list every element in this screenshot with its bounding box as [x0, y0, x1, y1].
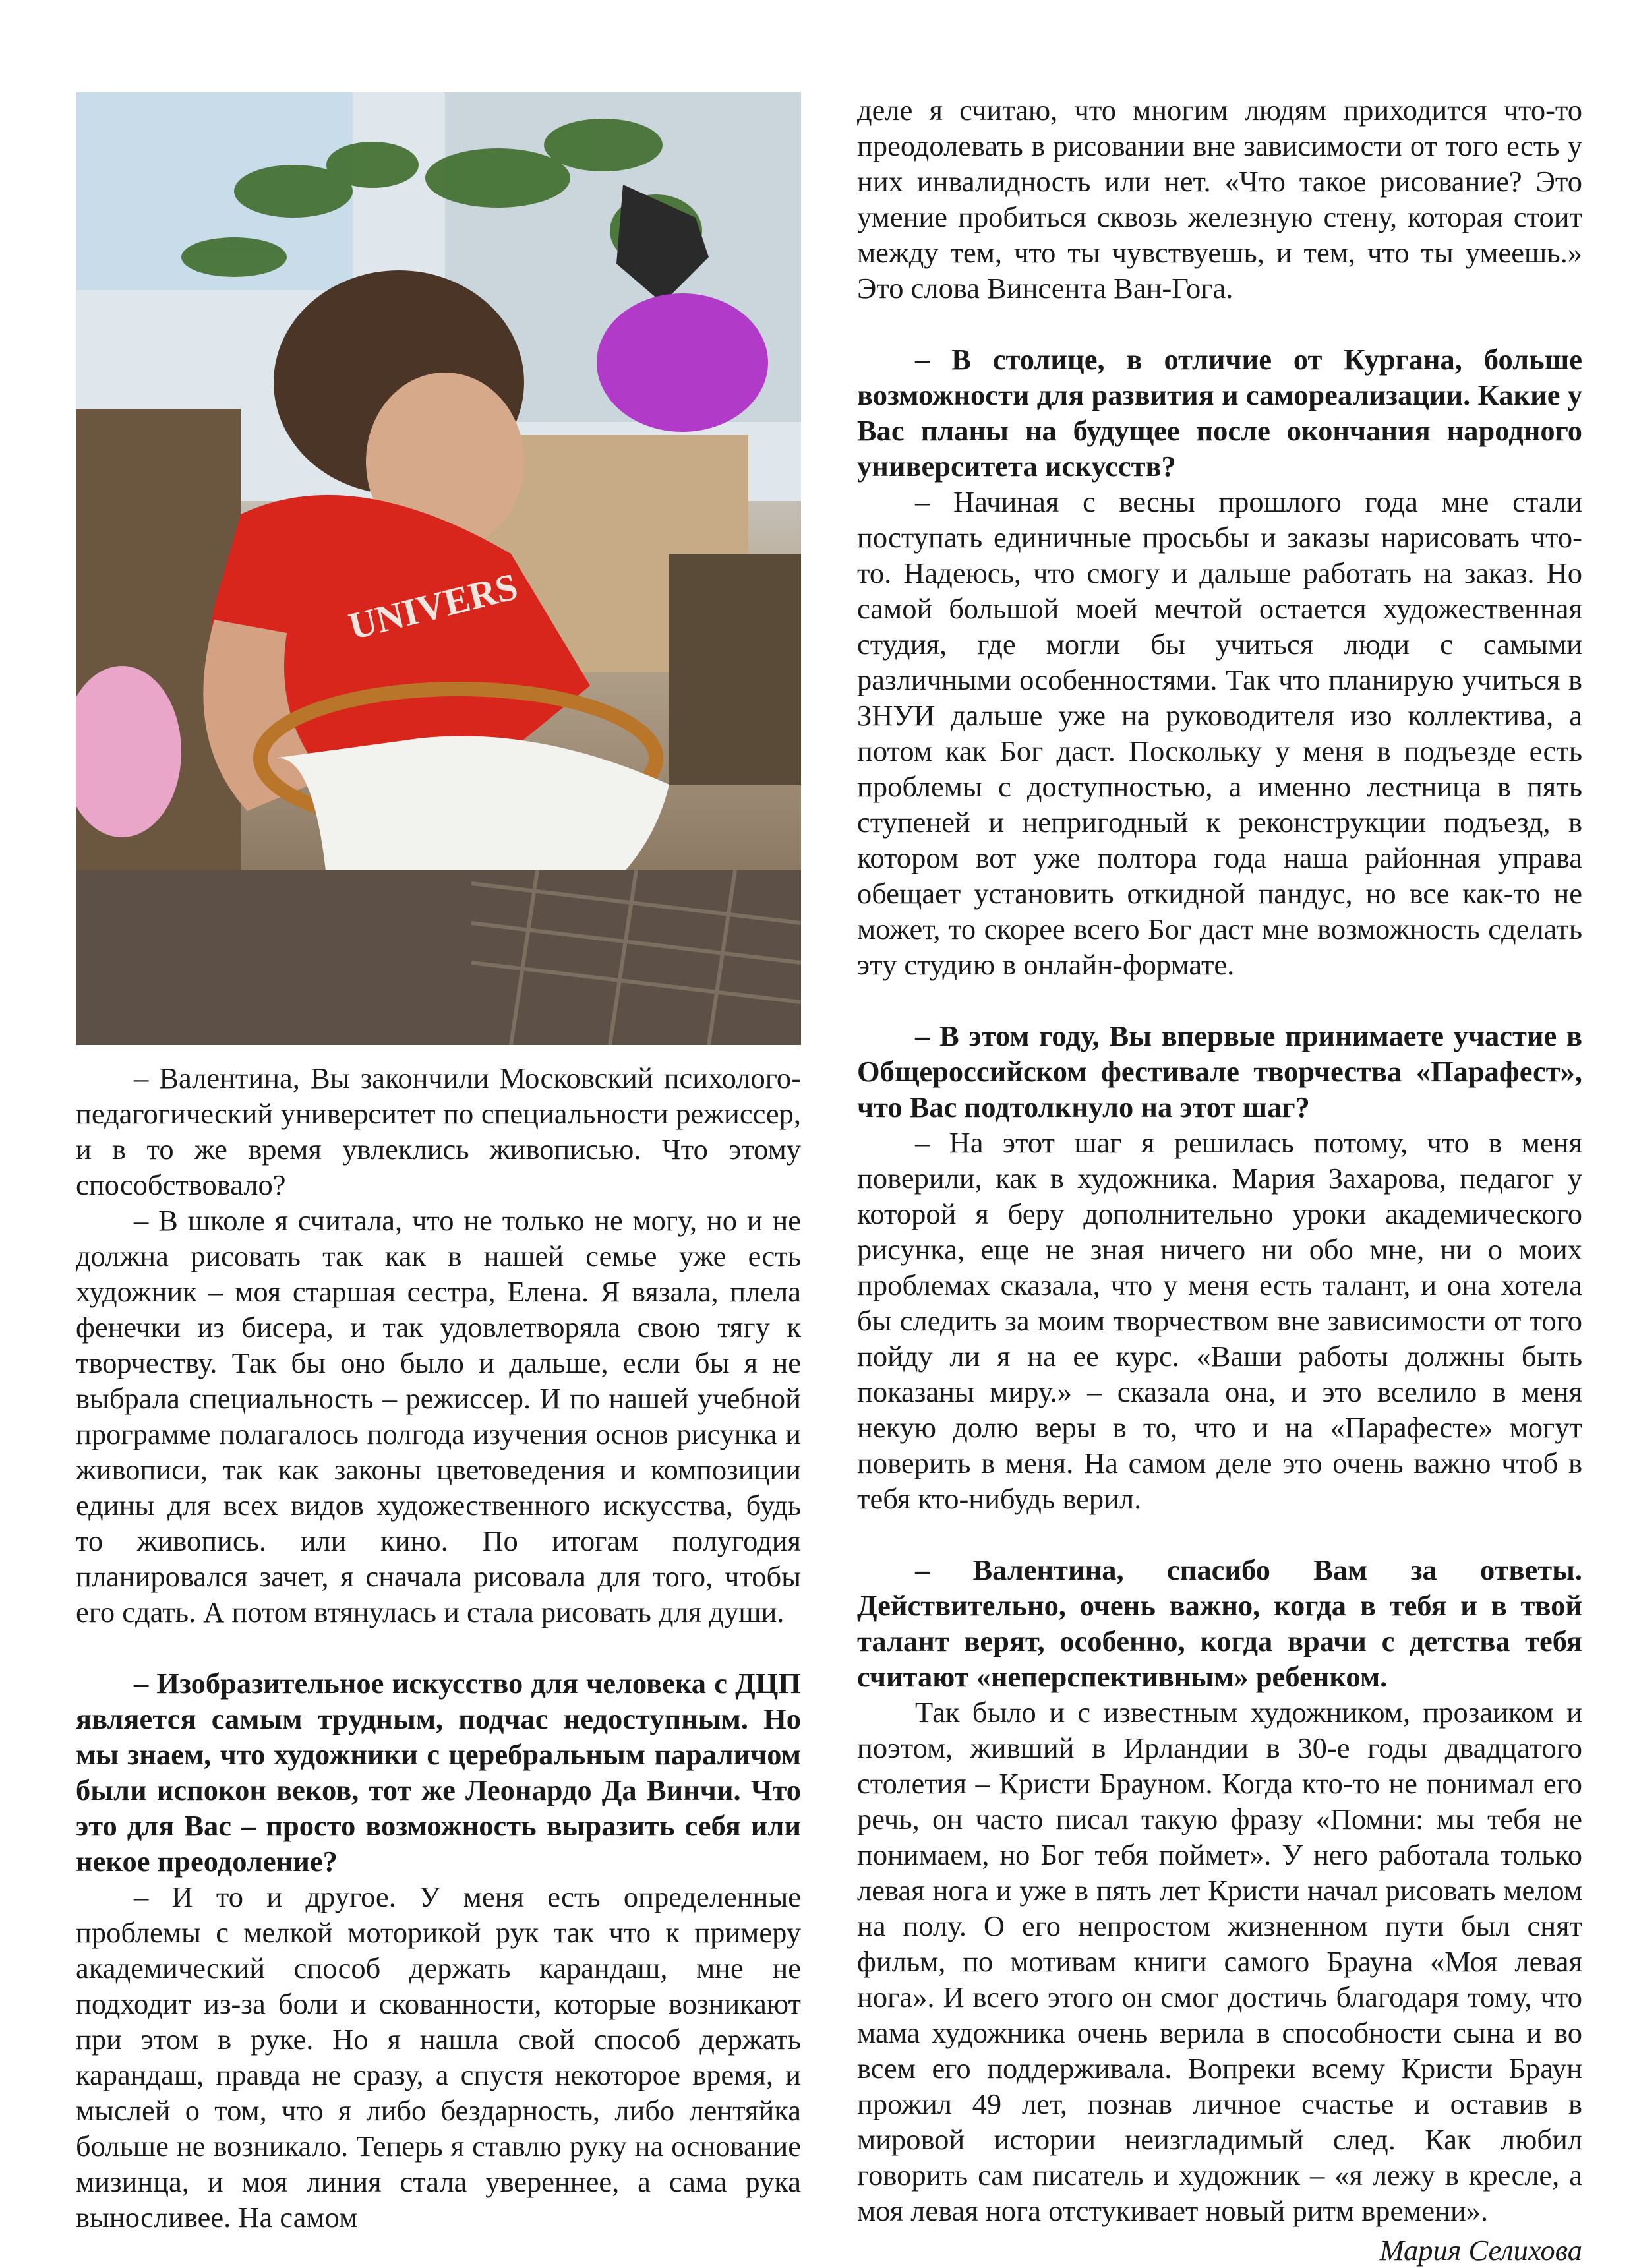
side-objects — [669, 554, 801, 785]
answer-2: – И то и другое. У меня есть определенные проблемы с мелкой моторикой рук так что к примеру академический способ держать карандаш, мне не подходит из-за боли и скованности, которые возникают при этом в руке. Но я нашла свой способ держать карандаш, правда не сразу, а спустя некоторое время, и мыслей о том, что я либо бездарность, либо лентяйка больше не возникало. Теперь я ставлю руку на основание мизинца, и моя линия стала увереннее, а сама рука выносливее. На самом — [76, 1880, 801, 2234]
answer-1: – В школе я считала, что не только не могу, но и не должна рисовать так как в нашей семье уже есть художник – моя старшая сестра, Елена. Я вязала, плела фенечки из бисера, и так удовлетворяла свою тягу к творчеству. Так бы оно было и дальше, если бы я не выбрала специальность – режиссер. И по нашей учебной программе полагалось полгода изучения основ рисунка и живописи, так как законы цветоведения и композиции едины для всех видов художественного искусства, будь то живопись. или кино. По итогам полугодия планировался зачет, я сначала рисовала для того, чтобы его сдать. А потом втянулась и стала рисовать для души. — [76, 1204, 801, 1628]
answer-3: – Начиная с весны прошлого года мне стали поступать единичные просьбы и заказы нарисовать что-то. Надеюсь, что смогу и дальше работать на заказ. Но самой большой моей мечтой остается художественная студия, где могли бы учиться люди с самыми различными особенностями. Так что планирую учиться в ЗНУИ дальше уже на руководителя изо коллектива, а потом как Бог даст. Поскольку у меня в подъезде есть проблемы с доступностью, а именно лестница в пять ступеней и непригодный к реконструкции подъезд, в котором вот уже полтора года наша районная управа обещает установить откидной пандус, но все как-то не может, то скорее всего Бог даст мне возможность сделать эту студию в онлайн-формате. — [857, 485, 1582, 981]
question-4: – В этом году, Вы впервые принимаете участие в Общероссийском фестивале творчества «Парафест», что Вас подтолкнуло на этот шаг? — [857, 1019, 1582, 1123]
article-photo — [76, 92, 801, 1045]
left-text-column — [76, 1060, 801, 2235]
lamp-shade — [597, 293, 768, 432]
question-3: – В столице, в отличие от Кургана, больше возможности для развития и самореализации. Какие у Вас планы на будущее после окончания народного университета искусств? — [857, 343, 1582, 483]
paragraph-gap — [857, 306, 1582, 342]
paragraph-gap — [857, 1516, 1582, 1552]
answer-2-continued: деле я считаю, что многим людям приходится что-то преодолевать в рисовании вне зависимости от того есть у них инвалидность или нет. «Что такое рисование? Это умение пробиться сквозь железную стену, которая стоит между тем, что ты чувствуешь, и тем, что ты умеешь.» Это слова Винсента Ван-Гога. — [857, 94, 1582, 305]
author-signature: Мария Селихова — [1379, 2234, 1582, 2267]
question-2: – Изобразительное искусство для человека с ДЦП является самым трудным, подчас недоступным. Но мы знаем, что художники с церебральным параличом были испокон веков, тот же Леонардо Да Винчи. Что это для Вас – просто возможность выразить себя или некое преодоление? — [76, 1667, 801, 1878]
photo-illustration — [76, 92, 801, 1045]
question-1: – Валентина, Вы закончили Московский психолого-педагогический университет по специальности режиссер, и в то же время увлеклись живописью. Что этому способствовало? — [76, 1061, 801, 1201]
paragraph-gap — [857, 982, 1582, 1018]
right-text-column — [857, 92, 1582, 2268]
lap-fabric — [76, 870, 801, 1045]
answer-5: Так было и с известным художником, прозаиком и поэтом, живший в Ирландии в 30-е годы двадцатого столетия – Кристи Брауном. Когда кто-то не понимал его речь, он часто писал такую фразу «Помни: мы тебя не понимаем, но Бог тебя поймет». У него работала только левая нога и уже в пять лет Кристи начал рисовать мелом на полу. О его непростом жизненном пути был снят фильм, по мотивам книги самого Брауна «Моя левая нога». И всего этого он смог достичь благодаря тому, что мама художника очень верила в способности сына и во всем его поддерживала. Вопреки всему Кристи Браун прожил 49 лет, познав личное счастье и оставив в мировой истории неизгладимый след. Как любил говорить сам писатель и художник – «я лежу в кресле, а моя левая нога отстукивает новый ритм времени». — [857, 1696, 1582, 2227]
question-5: – Валентина, спасибо Вам за ответы. Действительно, очень важно, когда в тебя и в твой талант верят, особенно, когда врачи с детства тебя считают «неперспективным» ребенком. — [857, 1553, 1582, 1693]
shirt-print: UNIVERS — [344, 564, 522, 648]
answer-4: – На этот шаг я решилась потому, что в меня поверили, как в художника. Мария Захарова, педагог у которой я беру дополнительно уроки академического рисунка, еще не зная ничего ни обо мне, ни о моих проблемах сказала, что у меня есть талант, и она хотела бы следить за моим творчеством вне зависимости от того пойду ли я на ее курс. «Ваши работы должны быть показаны миру.» – сказала она, и это вселило в меня некую долю веры в то, что и на «Парафесте» могут поверить в меня. На самом деле это очень важно чтоб в тебя кто-нибудь верил. — [857, 1126, 1582, 1515]
paragraph-gap — [76, 1630, 801, 1665]
